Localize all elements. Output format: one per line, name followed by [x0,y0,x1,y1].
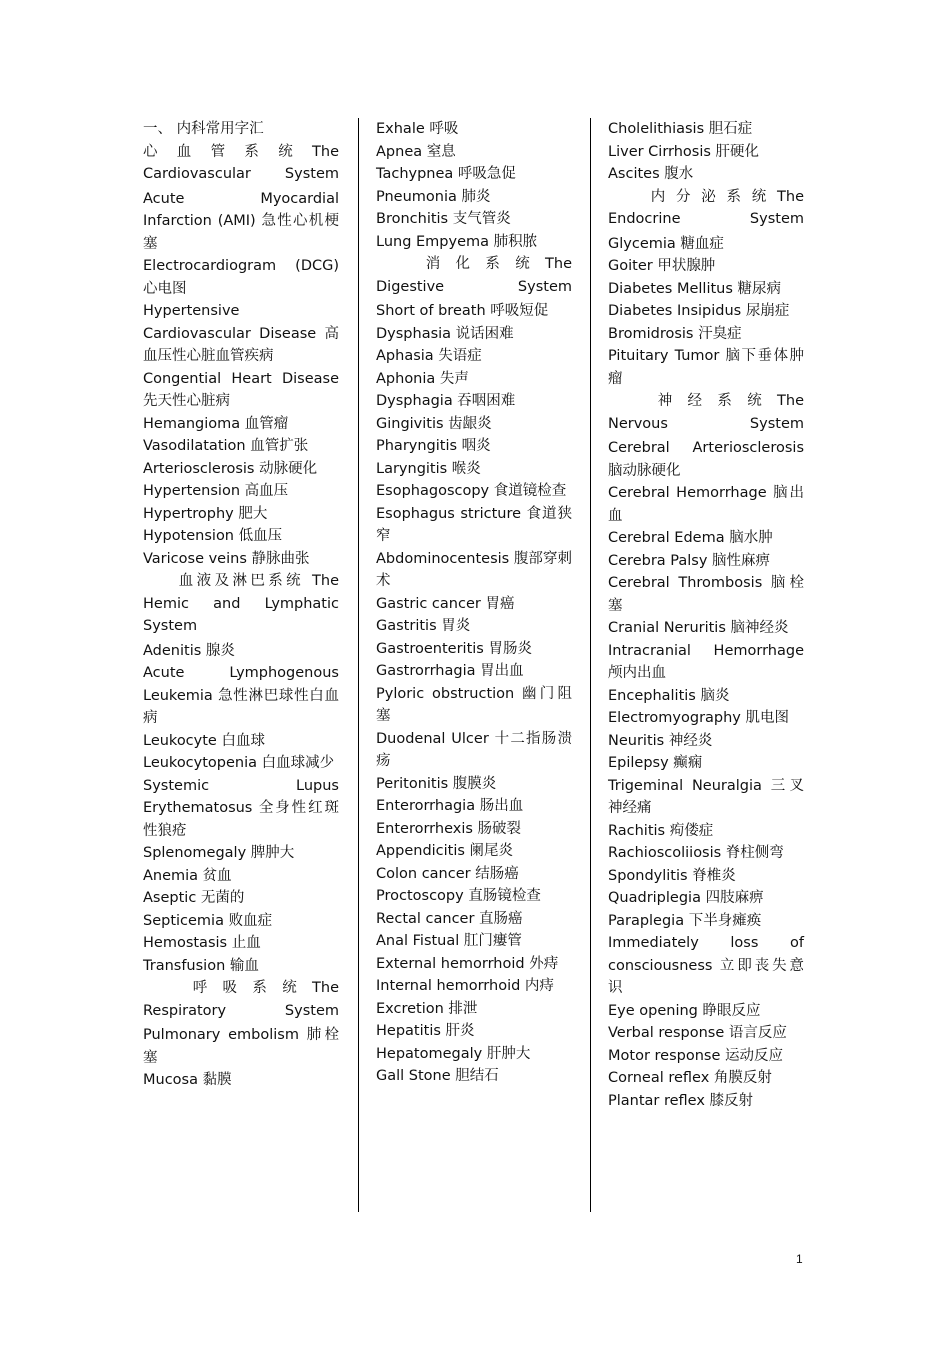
glossary-entry: External hemorrhoid 外痔 [376,955,559,972]
glossary-entry: Hypertension 高血压 [143,483,289,499]
glossary-entry: Bromidrosis 汗臭症 [608,325,742,342]
glossary-entry: Apnea 窒息 [376,143,456,160]
glossary-entry: Proctoscopy 直肠镜检查 [376,888,541,904]
glossary-entry: Quadriplegia 四肢麻痹 [608,890,764,906]
glossary-entry: Pharyngitis 咽炎 [376,438,491,454]
glossary-entry: Hemangioma 血管瘤 [143,415,289,432]
glossary-entry: Leukocyte 白血球 [143,732,265,749]
glossary-entry: Pyloric obstruction 幽门阻塞 [376,685,572,724]
glossary-entry: Gall Stone 胆结石 [376,1068,499,1084]
glossary-entry: Lung Empyema 肺积脓 [376,233,538,250]
glossary-entry: Vasodilatation 血管扩张 [143,438,309,454]
glossary-entry: Motor response 运动反应 [608,1047,783,1064]
column-divider-1 [358,118,359,1212]
glossary-column-3 [608,118,804,1112]
glossary-column-2 [376,118,572,1088]
glossary-entry: Cerebral Arteriosclerosis 脑动脉硬化 [608,440,804,479]
glossary-entry: Aphonia 失声 [376,370,469,387]
glossary-entry: Esophagoscopy 食道镜检查 [376,483,567,499]
glossary-entry: 一、 内科常用字汇 [143,121,264,137]
glossary-entry: Adenitis 腺炎 [143,642,235,659]
glossary-entry: Electromyography 肌电图 [608,710,789,726]
glossary-entry: Spondylitis 脊椎炎 [608,867,736,884]
section-heading: 神 经 系 统 The Nervous System [608,393,804,432]
glossary-entry: Leukocytopenia 白血球减少 [143,755,335,771]
glossary-entry: Abdominocentesis 腹部穿刺术 [376,550,572,589]
glossary-entry: Enterorrhexis 肠破裂 [376,820,522,837]
glossary-entry: Hypotension 低血压 [143,528,283,544]
glossary-entry: Pituitary Tumor 脑下垂体肿瘤 [608,348,804,387]
glossary-entry: Acute Lymphogenous Leukemia 急性淋巴球性白血病 [143,665,339,726]
glossary-entry: Excretion 排泄 [376,1000,478,1017]
section-heading: 呼 吸 系 统 The Respiratory System [143,980,339,1019]
glossary-entry: Cerebral Hemorrhage 脑出血 [608,485,804,524]
glossary-entry: Laryngitis 喉炎 [376,460,481,477]
glossary-entry: Rachioscoliiosis 脊柱侧弯 [608,845,784,861]
glossary-entry: Neuritis 神经炎 [608,732,713,749]
glossary-entry: Septicemia 败血症 [143,912,273,929]
glossary-entry: Dysphagia 吞咽困难 [376,393,516,409]
glossary-entry: Transfusion 输血 [143,957,259,974]
glossary-entry: Liver Cirrhosis 肝硬化 [608,143,760,160]
glossary-entry: Peritonitis 腹膜炎 [376,775,497,792]
glossary-entry: Immediately loss of consciousness 立即丧失意识 [608,935,804,996]
glossary-entry: Anemia 贫血 [143,867,232,884]
glossary-entry: Hypertrophy 肥大 [143,505,268,522]
section-heading: 消 化 系 统 The Digestive System [376,256,572,295]
glossary-entry: Mucosa 黏膜 [143,1072,232,1088]
glossary-entry: Corneal reflex 角膜反射 [608,1070,772,1086]
glossary-entry: Intracranial Hemorrhage 颅内出血 [608,642,804,681]
column-divider-2 [590,118,591,1212]
glossary-entry: Cerebral Thrombosis 脑栓塞 [608,575,804,614]
glossary-entry: Hepatomegaly 肝肿大 [376,1045,531,1062]
glossary-entry: Pneumonia 肺炎 [376,188,491,205]
glossary-entry: Gastritis 胃炎 [376,618,471,634]
glossary-entry: Varicose veins 静脉曲张 [143,550,310,567]
glossary-entry: Epilepsy 癫痫 [608,755,703,771]
glossary-entry: Splenomegaly 脾肿大 [143,845,295,861]
glossary-entry: Arteriosclerosis 动脉硬化 [143,460,318,477]
glossary-entry: Appendicitis 阑尾炎 [376,843,514,859]
glossary-entry: Internal hemorrhoid 内痔 [376,978,554,994]
glossary-entry: Ascites 腹水 [608,166,694,182]
glossary-entry: Gingivitis 齿龈炎 [376,415,492,432]
glossary-entry: Eye opening 睁眼反应 [608,1002,761,1019]
section-heading: 心 血 管 系 统 The Cardiovascular System [143,143,339,182]
glossary-entry: Gastrorrhagia 胃出血 [376,663,524,679]
section-heading: 血液及淋巴系统 The Hemic and Lymphatic System [143,573,339,634]
glossary-entry: Systemic Lupus Erythematosus 全身性红斑性狼疮 [143,777,339,839]
glossary-entry: Esophagus stricture 食道狭窄 [376,505,572,544]
glossary-entry: Congential Heart Disease 先天性心脏病 [143,370,339,409]
glossary-entry: Diabetes Mellitus 糖尿病 [608,280,782,297]
glossary-column-1 [143,118,339,1092]
glossary-entry: Cerebra Palsy 脑性麻痹 [608,552,771,569]
section-heading: 内 分 泌 系 统 The Endocrine System [608,188,804,227]
glossary-entry: Colon cancer 结肠癌 [376,865,519,882]
glossary-entry: Cerebral Edema 脑水肿 [608,530,773,546]
glossary-entry: Cranial Neruritis 脑神经炎 [608,620,789,636]
glossary-entry: Electrocardiogram (DCG) 心电图 [143,258,339,297]
glossary-entry: Exhale 呼吸 [376,121,459,137]
glossary-entry: Short of breath 呼吸短促 [376,303,549,319]
glossary-entry: Anal Fistual 肛门瘻管 [376,933,522,949]
glossary-entry: Acute Myocardial Infarction (AMI) 急性心机梗塞 [143,190,339,252]
glossary-entry: Tachypnea 呼吸急促 [376,166,516,182]
glossary-entry: Hypertensive Cardiovascular Disease 高血压性心脏血管疾病 [143,303,339,364]
glossary-entry: Cholelithiasis 胆石症 [608,121,753,137]
glossary-entry: Aphasia 失语症 [376,348,482,364]
glossary-entry: Paraplegia 下半身瘫痪 [608,912,762,929]
page-number: 1 [796,1252,803,1266]
glossary-entry: Hemostasis 止血 [143,935,261,951]
glossary-entry: Verbal response 语言反应 [608,1025,787,1041]
glossary-entry: Gastroenteritis 胃肠炎 [376,640,532,657]
glossary-entry: Enterorrhagia 肠出血 [376,798,524,814]
glossary-entry: Hepatitis 肝炎 [376,1023,475,1039]
glossary-entry: Plantar reflex 膝反射 [608,1092,754,1109]
glossary-entry: Rectal cancer 直肠癌 [376,910,523,927]
glossary-entry: Dysphasia 说话困难 [376,325,514,342]
glossary-entry: Trigeminal Neuralgia 三叉神经痛 [608,777,804,816]
glossary-entry: Rachitis 痀偻症 [608,822,714,839]
glossary-entry: Encephalitis 脑炎 [608,687,730,704]
glossary-entry: Bronchitis 支气管炎 [376,211,511,227]
glossary-entry: Diabetes Insipidus 尿崩症 [608,303,790,319]
glossary-entry: Pulmonary embolism 肺栓塞 [143,1027,339,1066]
glossary-entry: Duodenal Ulcer 十二指肠溃疡 [376,730,572,769]
glossary-entry: Glycemia 糖血症 [608,235,724,252]
glossary-entry: Aseptic 无菌的 [143,890,245,906]
glossary-entry: Goiter 甲状腺肿 [608,258,716,274]
glossary-entry: Gastric cancer 胃癌 [376,595,515,612]
